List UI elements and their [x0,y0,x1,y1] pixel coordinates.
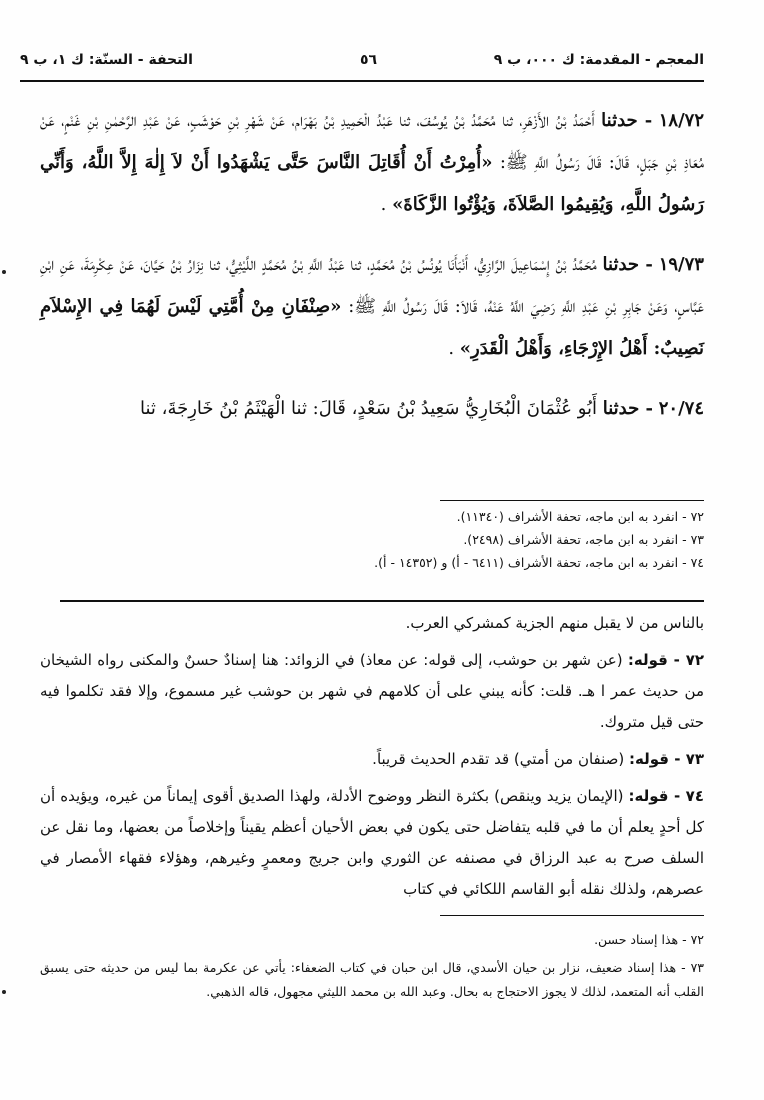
footnote: ٧٢ - هذا إسناد حسن. [594,932,704,947]
note-keyword: قوله: [627,651,668,669]
entry-lead: حدثنا [601,110,638,131]
entry-isnad: مُحَمَّدُ بْنُ إِسْمَاعِيلَ الرَّازِيُّ، أَنْبَأَنَا يُونُسُ بْنُ مُحَمَّدٍ، ثنا عَبْدُ اللَّهِ بْنُ مُحَمَّدٍ اللَّيْثِيُّ، ثنا نِزَارُ بْنُ حَيَّانَ، عَنْ عِكْرِمَةَ، عَنِ ابْنِ عَبَّاسٍ، وَعَنْ جَابِرِ بْنِ عَبْدِ اللَّهِ رَضِيَ اللَّهُ عَنْهُ، قَالاَ: قَالَ رَسُولُ اللَّهِ ﷺ: [40,254,704,317]
footnote: ٧٤ - انفرد به ابن ماجه، تحفة الأشراف (٦٤١١ - أ) و (١٤٣٥٢ - أ). [374,555,704,570]
hadith-entry: ١٩/٧٣ - حدثنا مُحَمَّدُ بْنُ إِسْمَاعِيلَ الرَّازِيُّ، أَنْبَأَنَا يُونُسُ بْنُ مُحَمَّدٍ، ثنا عَبْدُ اللَّهِ بْنُ مُحَمَّدٍ اللَّيْثِيُّ، ثنا نِزَارُ بْنُ حَيَّانَ، عَنْ عِكْرِمَةَ، عَنِ ابْنِ عَبَّاسٍ، وَعَنْ جَابِرِ بْنِ عَبْدِ اللَّهِ رَضِيَ اللَّهُ عَنْهُ، قَالاَ: قَالَ رَسُولُ اللَّهِ ﷺ: «صِنْفَانِ مِنْ أُمَّتِي لَيْسَ لَهُمَا فِي الإِسْلاَمِ نَصِيبٌ: أَهْلُ الإِرْجَاءِ، وَأَهْلُ الْقَدَرِ» . [40,254,704,359]
note-number: ٧٣ [685,750,704,768]
entry-isnad: أَبُو عُثْمَانَ الْبُخَارِيُّ سَعِيدُ بْنُ سَعْدٍ، قَالَ: ثنا الْهَيْثَمُ بْنُ خَارِجَةَ، ثنا [139,398,598,419]
entry-matn: «صِنْفَانِ مِنْ أُمَّتِي لَيْسَ لَهُمَا فِي الإِسْلاَمِ نَصِيبٌ: أَهْلُ الإِرْجَاءِ، وَأَهْلُ الْقَدَرِ» [40,296,704,359]
entry-number: ١٩/٧٣ [658,254,704,275]
commentary-rule [60,600,704,602]
note-text: (صنفان من أمتي) قد تقدم الحديث قريباً. [372,750,625,768]
entry-lead: حدثنا [602,254,640,275]
hadith-entry: ١٨/٧٢ - حدثنا أَحْمَدُ بْنُ الأَزْهَرِ، ثنا مُحَمَّدُ بْنُ يُوسُفَ، ثنا عَبْدُ الْحَمِيدِ بْنُ بَهْرَام، عَنْ شَهْرِ بْنِ حَوْشَبٍ، عَنْ عَبْدِ الرَّحْمٰنِ بْنِ غَنْمٍ، عَنْ مُعَاذِ بْنِ جَبَلٍ، قَالَ: قَالَ رَسُولُ اللَّهِ ﷺ: «أُمِرْتُ أَنْ أُقَاتِلَ النَّاسَ حَتَّى يَشْهَدُوا أَنْ لاَ إِلٰهَ إِلاَّ اللَّهُ، وَأَنِّي رَسُولُ اللَّهِ، وَيُقِيمُوا الصَّلاَةَ، وَيُؤْتُوا الزَّكَاةَ» . [40,110,704,215]
header-rule [20,80,704,82]
header-left-label: المعجم - المقدمة: ك ٠٠٠، ب ٩ [493,52,704,68]
scan-mark [2,270,6,274]
commentary-intro: بالناس من لا يقبل منهم الجزية كمشركي العرب. [405,614,704,632]
note-text: (عن شهر بن حوشب، إلى قوله: عن معاذ) في الزوائد: هنا إسنادٌ حسنٌ والمكنى رواه الشيخان من حديث عمر ا هـ. قلت: كأنه يبني على أن كلامهم في شهر بن حوشب غير مسموع، وإلا فقد تكلموا فيه حتى قيل متروك. [40,651,704,731]
footnote: ٧٢ - انفرد به ابن ماجه، تحفة الأشراف (١١٣٤٠). [456,509,704,524]
commentary-section [40,608,704,911]
page-header [20,52,704,76]
commentary-note: ٧٣ - قوله: (صنفان من أمتي) قد تقدم الحديث قريباً. [372,750,704,768]
note-keyword: قوله: [629,750,670,768]
footnote: ٧٣ - انفرد به ابن ماجه، تحفة الأشراف (٢٤٩٨). [463,532,704,547]
note-number: ٧٤ [685,787,704,805]
entry-tail: . [380,194,387,215]
note-number: ٧٢ [685,651,704,669]
footnote: ٧٣ - هذا إسناد ضعيف، نزار بن حيان الأسدي، قال ابن حبان في كتاب الضعفاء: يأتي عن عكرمة بما ليس من حديثه حتى يسبق القلب أنه المتعمد، لذلك لا يجوز الاحتجاج به بحال. وعبد الله بن محمد الليثي مجهول، قاله الذهبي. [40,960,704,999]
scan-mark [2,990,6,994]
grading-footnotes [40,928,704,1008]
note-text: (الإيمان يزيد وينقص) بكثرة النظر ووضوح الأدلة، ولهذا الصديق أقوى إيماناً من غيره، ويؤيده أن كل أحدٍ يعلم أن ما في قلبه يتفاضل حتى يكون في بعض الأحيان أعظم يقيناً وإخلاصاً من بعضها، وما نقل عن السلف صرح به عبد الرزاق في مصنفه عن الثوري وابن جريج ومعمرٍ وغيرهم، وهؤلاء فقهاء الأمصار في عصرهم، ولذلك نقله أبو القاسم اللكائي في كتاب [40,787,704,898]
entry-lead: حدثنا [602,398,640,419]
hadith-entry: ٢٠/٧٤ - حدثنا أَبُو عُثْمَانَ الْبُخَارِيُّ سَعِيدُ بْنُ سَعْدٍ، قَالَ: ثنا الْهَيْثَمُ بْنُ خَارِجَةَ، ثنا [139,398,704,419]
entry-tail: . [448,338,455,359]
footnote-separator [440,500,704,501]
commentary-note: ٧٤ - قوله: (الإيمان يزيد وينقص) بكثرة النظر ووضوح الأدلة، ولهذا الصديق أقوى إيماناً من غيره، ويؤيده أن كل أحدٍ يعلم أن ما في قلبه يتفاضل حتى يكون في بعض الأحيان أعظم يقيناً وإخلاصاً من بعضها، وما نقل عن السلف صرح به عبد الرزاق في مصنفه عن الثوري وابن جريج ومعمرٍ وغيرهم، وهؤلاء فقهاء الأمصار في عصرهم، ولذلك نقله أبو القاسم اللكائي في كتاب [40,787,704,898]
entry-isnad: أَحْمَدُ بْنُ الأَزْهَرِ، ثنا مُحَمَّدُ بْنُ يُوسُفَ، ثنا عَبْدُ الْحَمِيدِ بْنُ بَهْرَام، عَنْ شَهْرِ بْنِ حَوْشَبٍ، عَنْ عَبْدِ الرَّحْمٰنِ بْنِ غَنْمٍ، عَنْ مُعَاذِ بْنِ جَبَلٍ، قَالَ: قَالَ رَسُولُ اللَّهِ ﷺ: [40,110,704,173]
hadith-text-section [40,100,704,448]
page-number: ٥٦ [360,52,378,68]
commentary-note: ٧٢ - قوله: (عن شهر بن حوشب، إلى قوله: عن معاذ) في الزوائد: هنا إسنادٌ حسنٌ والمكنى رواه الشيخان من حديث عمر ا هـ. قلت: كأنه يبني على أن كلامهم في شهر بن حوشب غير مسموع، وإلا فقد تكلموا فيه حتى قيل متروك. [40,651,704,731]
takhrij-footnotes [40,505,704,574]
entry-matn: «أُمِرْتُ أَنْ أُقَاتِلَ النَّاسَ حَتَّى يَشْهَدُوا أَنْ لاَ إِلٰهَ إِلاَّ اللَّهُ، وَأَنِّي رَسُولُ اللَّهِ، وَيُقِيمُوا الصَّلاَةَ، وَيُؤْتُوا الزَّكَاةَ» [40,152,704,215]
note-keyword: قوله: [628,787,669,805]
header-right-label: التحفة - السنّة: ك ١، ب ٩ [20,52,193,68]
entry-number: ١٨/٧٢ [658,110,704,131]
entry-number: ٢٠/٧٤ [658,398,704,419]
bottom-footnote-separator [440,915,704,916]
